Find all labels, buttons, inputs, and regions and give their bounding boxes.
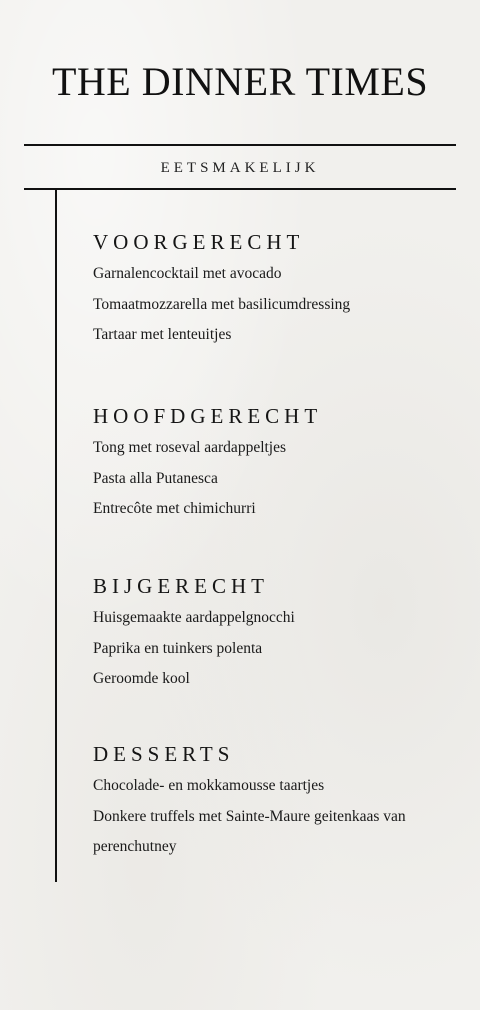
menu-item: Donkere truffels met Sainte-Maure geitenkaas van perenchutney (93, 807, 406, 855)
menu-title: THE DINNER TIMES (51, 59, 429, 104)
menu-item-list (93, 259, 463, 351)
menu-item: Tomaatmozzarella met basilicumdressing (93, 295, 351, 313)
menu-item: Garnalencocktail met avocado (93, 265, 282, 282)
section-heading: HOOFDGERECHT (93, 404, 323, 428)
menu-item: Entrecôte met chimichurri (93, 500, 256, 517)
menu-item: Pasta alla Putanesca (93, 469, 218, 487)
section-desserts (93, 741, 463, 863)
menu-item-list (93, 771, 463, 863)
section-hoofdgerecht (93, 403, 463, 525)
section-heading: DESSERTS (93, 742, 235, 766)
menu-item: Tartaar met lenteuitjes (93, 326, 232, 343)
menu-item: Chocolade- en mokkamousse taartjes (93, 777, 325, 794)
menu-item: Tong met roseval aardappeltjes (93, 439, 287, 456)
menu-item: Geroomde kool (93, 670, 190, 687)
menu-subtitle: EETSMAKELIJK (160, 160, 320, 176)
section-heading: VOORGERECHT (93, 230, 305, 254)
menu-item: Huisgemaakte aardappelgnocchi (93, 609, 295, 626)
section-heading: BIJGERECHT (93, 574, 269, 598)
section-bijgerecht (93, 573, 463, 695)
bottom-divider (24, 188, 456, 190)
menu-item-list (93, 603, 463, 695)
top-divider (24, 144, 456, 146)
menu-item: Paprika en tuinkers polenta (93, 639, 263, 657)
section-voorgerecht (93, 229, 463, 351)
vertical-divider (55, 188, 57, 882)
menu-item-list (93, 433, 463, 525)
